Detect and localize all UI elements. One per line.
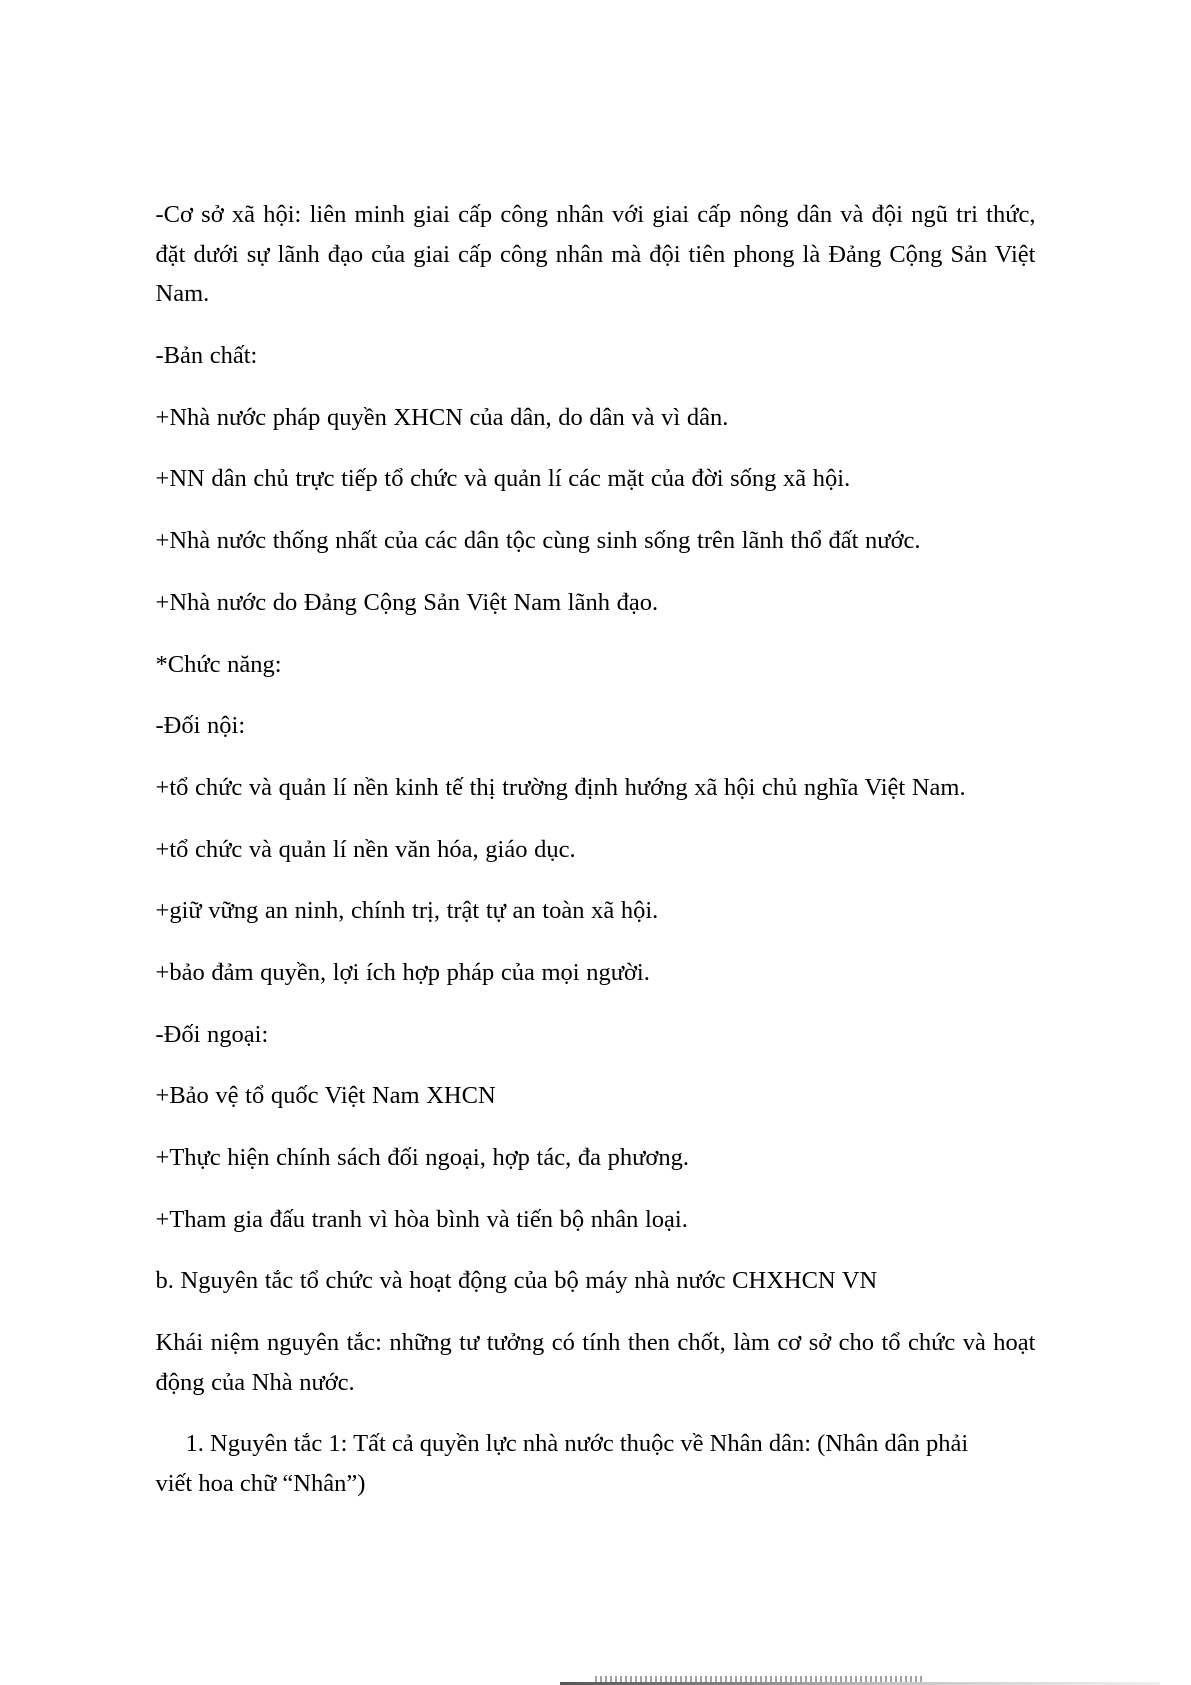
paragraph-nguyen-tac-1	[156, 1424, 1036, 1503]
paragraph-chinh-sach-doi-ngoai: +Thực hiện chính sách đối ngoại, hợp tác, đa phương.	[155, 1144, 689, 1171]
nguyen-tac-1-line-1: 1. Nguyên tắc 1: Tất cả quyền lực nhà nước thuộc về Nhân dân: (Nhân dân phải	[185, 1430, 969, 1458]
paragraph-giu-vung-an-ninh: +giữ vững an ninh, chính trị, trật tự an toàn xã hội.	[155, 897, 659, 925]
page-bottom-artifact-secondary	[595, 1676, 925, 1682]
paragraph-tham-gia-dau-tranh: +Tham gia đấu tranh vì hòa bình và tiến bộ nhân loại.	[155, 1205, 688, 1233]
document-body	[156, 195, 1036, 1504]
paragraph-to-chuc-kinh-te: +tổ chức và quản lí nền kinh tế thị trường định hướng xã hội chủ nghĩa Việt Nam.	[155, 773, 966, 801]
paragraph-nha-nuoc-phap-quyen: +Nhà nước pháp quyền XHCN của dân, do dân và vì dân.	[155, 403, 729, 431]
paragraph-co-so-xa-hoi: -Cơ sở xã hội: liên minh giai cấp công nhân với giai cấp nông dân và đội ngũ tri thức, đặt dưới sự lãnh đạo của giai cấp công nhân mà đội tiên phong là Đảng Cộng Sản Việt Nam.	[155, 201, 1036, 308]
paragraph-nha-nuoc-dang-lanh-dao: +Nhà nước do Đảng Cộng Sản Việt Nam lãnh đạo.	[155, 588, 659, 616]
paragraph-to-chuc-van-hoa: +tổ chức và quản lí nền văn hóa, giáo dục.	[155, 835, 576, 863]
paragraph-bao-ve-to-quoc: +Bảo vệ tổ quốc Việt Nam XHCN	[155, 1082, 496, 1110]
paragraph-doi-ngoai: -Đối ngoại:	[155, 1020, 269, 1048]
paragraph-chuc-nang: *Chức năng:	[155, 650, 282, 678]
paragraph-ban-chat: -Bản chất:	[155, 342, 258, 370]
paragraph-khai-niem-nguyen-tac: Khái niệm nguyên tắc: những tư tưởng có tính then chốt, làm cơ sở cho tổ chức và hoạt động của Nhà nước.	[155, 1329, 1036, 1396]
paragraph-doi-noi: -Đối nội:	[155, 712, 246, 740]
heading-b-nguyen-tac: b. Nguyên tắc tổ chức và hoạt động của bộ máy nhà nước CHXHCN VN	[155, 1267, 878, 1295]
paragraph-bao-dam-quyen: +bảo đảm quyền, lợi ích hợp pháp của mọi người.	[155, 958, 650, 986]
paragraph-nn-dan-chu: +NN dân chủ trực tiếp tổ chức và quản lí các mặt của đời sống xã hội.	[155, 465, 851, 493]
paragraph-nha-nuoc-thong-nhat: +Nhà nước thống nhất của các dân tộc cùng sinh sống trên lãnh thổ đất nước.	[155, 527, 921, 555]
nguyen-tac-1-line-2: viết hoa chữ “Nhân”)	[155, 1470, 366, 1498]
